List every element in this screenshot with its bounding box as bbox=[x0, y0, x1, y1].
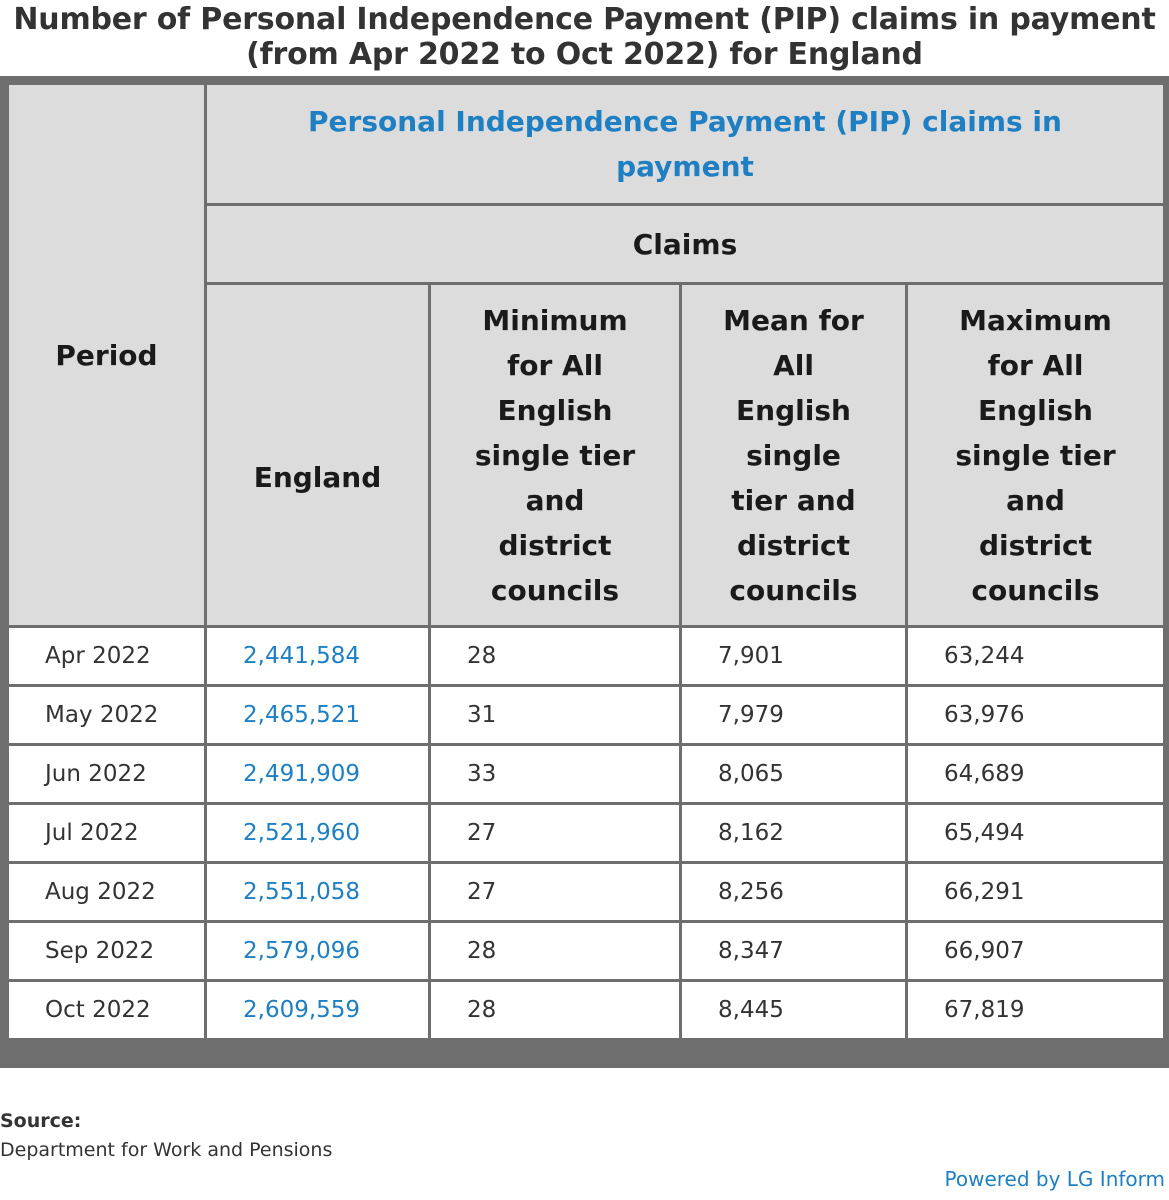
minimum-cell: 28 bbox=[430, 922, 681, 981]
period-cell: Aug 2022 bbox=[8, 863, 206, 922]
data-table bbox=[6, 82, 1166, 1041]
maximum-cell: 64,689 bbox=[907, 745, 1165, 804]
maximum-cell: 65,494 bbox=[907, 804, 1165, 863]
table-row bbox=[8, 686, 1165, 745]
minimum-cell: 28 bbox=[430, 627, 681, 686]
period-cell: Jul 2022 bbox=[8, 804, 206, 863]
england-value-link[interactable]: 2,551,058 bbox=[206, 863, 430, 922]
period-cell: Jun 2022 bbox=[8, 745, 206, 804]
column-header-minimum: Minimum for All English single tier and district councils bbox=[430, 284, 681, 627]
table-row bbox=[8, 804, 1165, 863]
table-row bbox=[8, 627, 1165, 686]
data-table-frame bbox=[0, 76, 1169, 1068]
england-value-link[interactable]: 2,521,960 bbox=[206, 804, 430, 863]
column-header-maximum: Maximum for All English single tier and district councils bbox=[907, 284, 1165, 627]
table-row bbox=[8, 981, 1165, 1040]
mean-cell: 8,347 bbox=[681, 922, 907, 981]
column-header-england: England bbox=[206, 284, 430, 627]
powered-by-link[interactable]: Powered by LG Inform bbox=[944, 1167, 1165, 1191]
source-label: Source: bbox=[0, 1110, 82, 1132]
column-header-mean: Mean for All English single tier and district councils bbox=[681, 284, 907, 627]
minimum-cell: 27 bbox=[430, 863, 681, 922]
period-cell: Sep 2022 bbox=[8, 922, 206, 981]
maximum-cell: 66,291 bbox=[907, 863, 1165, 922]
england-value-link[interactable]: 2,491,909 bbox=[206, 745, 430, 804]
minimum-cell: 27 bbox=[430, 804, 681, 863]
maximum-cell: 67,819 bbox=[907, 981, 1165, 1040]
mean-cell: 8,162 bbox=[681, 804, 907, 863]
england-value-link[interactable]: 2,465,521 bbox=[206, 686, 430, 745]
group-header-text: Personal Independence Payment (PIP) claims in payment bbox=[308, 105, 1062, 183]
mean-cell: 8,256 bbox=[681, 863, 907, 922]
source-text: Department for Work and Pensions bbox=[0, 1139, 333, 1161]
england-value-link[interactable]: 2,609,559 bbox=[206, 981, 430, 1040]
mean-cell: 7,901 bbox=[681, 627, 907, 686]
mean-cell: 8,445 bbox=[681, 981, 907, 1040]
title-line-2: (from Apr 2022 to Oct 2022) for England bbox=[246, 37, 923, 72]
period-cell: Apr 2022 bbox=[8, 627, 206, 686]
period-header: Period bbox=[8, 84, 206, 627]
page-title bbox=[0, 2, 1169, 72]
period-cell: Oct 2022 bbox=[8, 981, 206, 1040]
title-line-1: Number of Personal Independence Payment (PIP) claims in payment bbox=[13, 2, 1156, 37]
england-value-link[interactable]: 2,441,584 bbox=[206, 627, 430, 686]
maximum-cell: 63,244 bbox=[907, 627, 1165, 686]
minimum-cell: 33 bbox=[430, 745, 681, 804]
maximum-cell: 63,976 bbox=[907, 686, 1165, 745]
mean-cell: 7,979 bbox=[681, 686, 907, 745]
claims-header: Claims bbox=[206, 205, 1165, 284]
maximum-cell: 66,907 bbox=[907, 922, 1165, 981]
minimum-cell: 28 bbox=[430, 981, 681, 1040]
group-header bbox=[206, 84, 1165, 205]
period-cell: May 2022 bbox=[8, 686, 206, 745]
table-row bbox=[8, 863, 1165, 922]
england-value-link[interactable]: 2,579,096 bbox=[206, 922, 430, 981]
table-row bbox=[8, 922, 1165, 981]
minimum-cell: 31 bbox=[430, 686, 681, 745]
mean-cell: 8,065 bbox=[681, 745, 907, 804]
table-row bbox=[8, 745, 1165, 804]
